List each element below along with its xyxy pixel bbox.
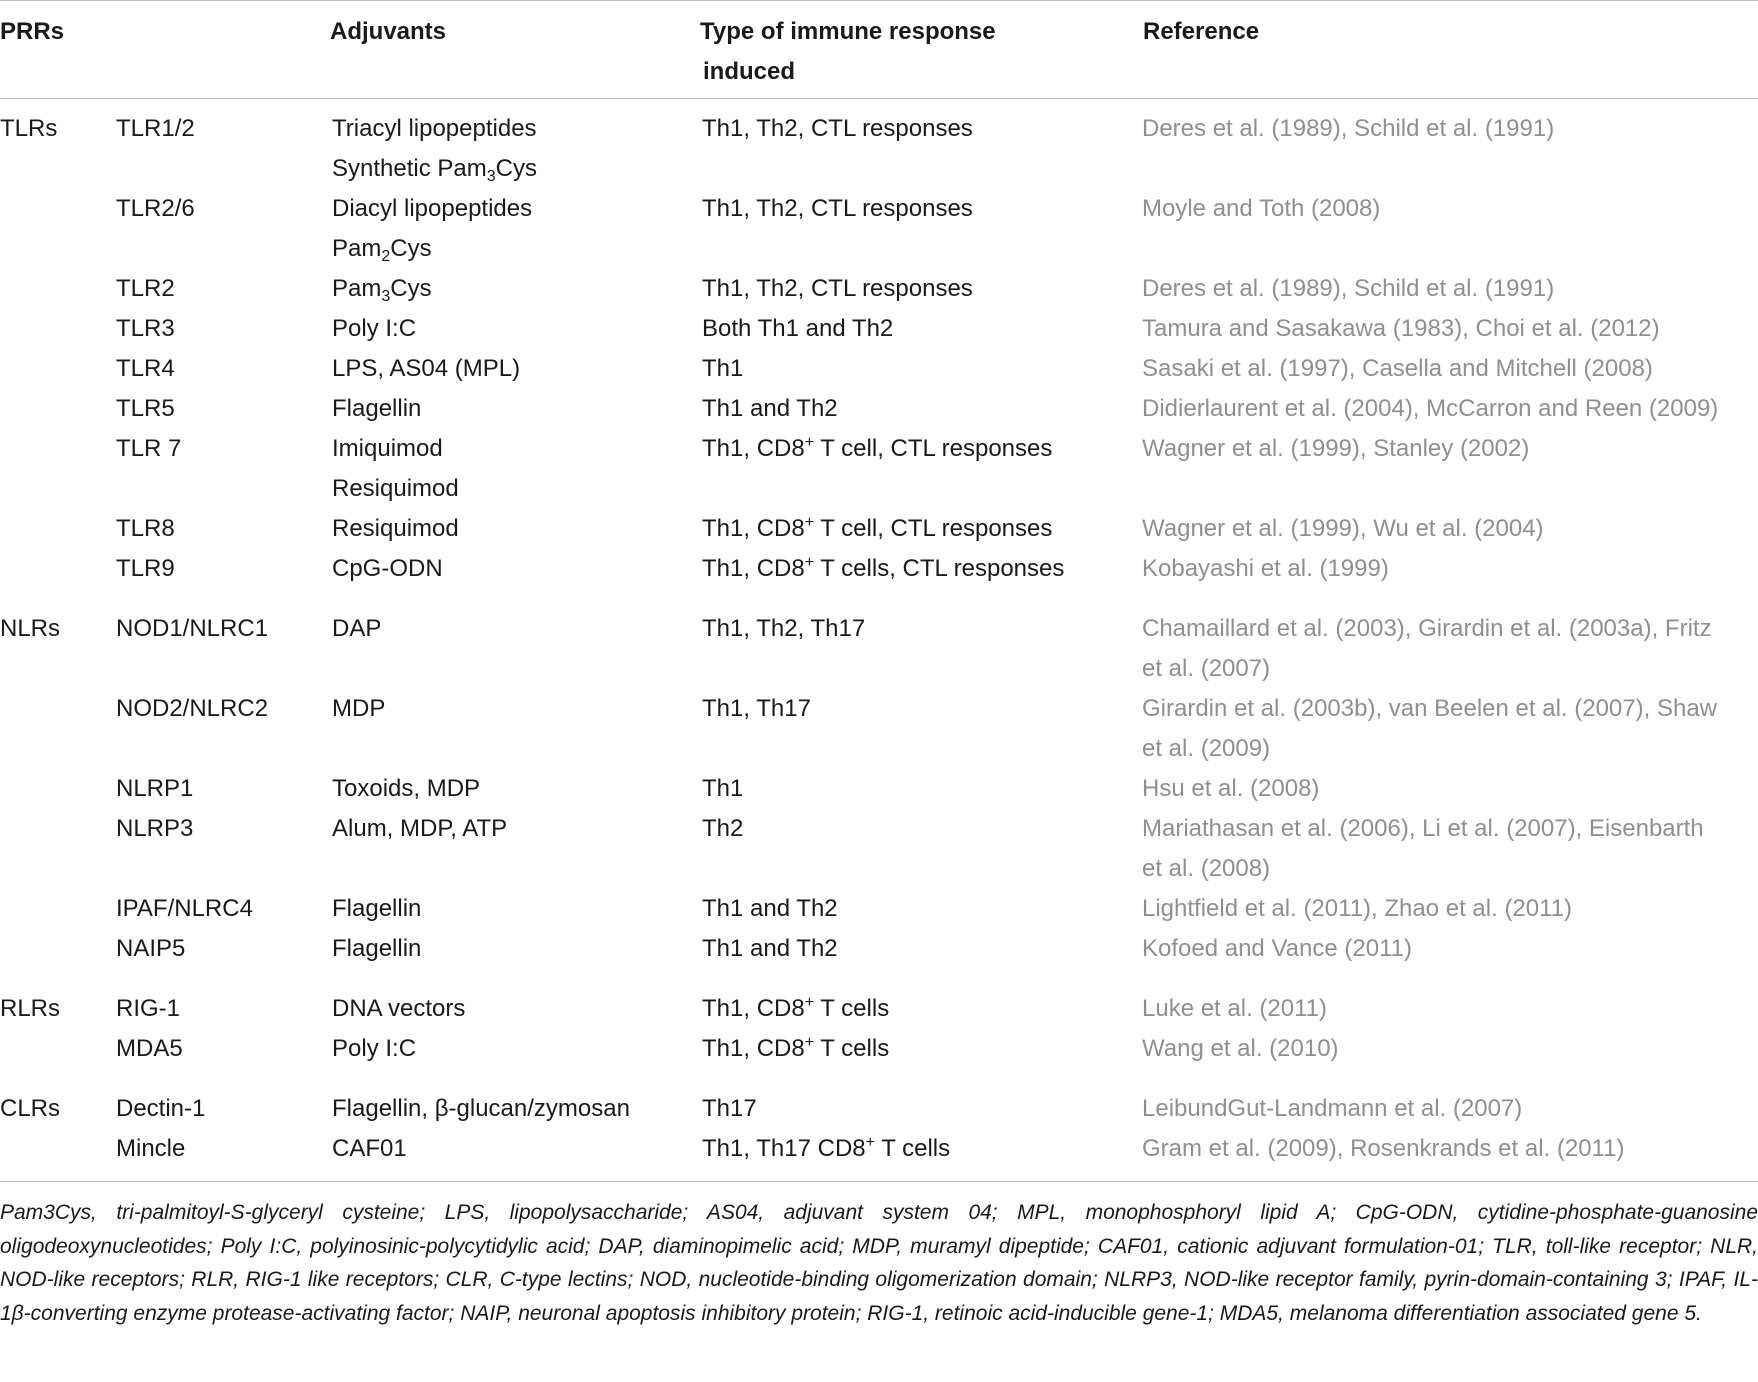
cell-adjuvant: Diacyl lipopeptides <box>332 195 533 222</box>
cell-reference[interactable]: Chamaillard et al. (2003), Girardin et al. (2003a), Fritz <box>1142 615 1712 642</box>
cell-prr: TLR9 <box>116 555 175 582</box>
cell-reference[interactable]: LeibundGut-Landmann et al. (2007) <box>1142 1095 1523 1122</box>
cell-adjuvant: DNA vectors <box>332 995 466 1022</box>
cell-adjuvant: Poly I:C <box>332 1035 417 1062</box>
cell-prr: Mincle <box>116 1135 186 1162</box>
cell-reference[interactable]: Wang et al. (2010) <box>1142 1035 1339 1062</box>
cell-adjuvant: DAP <box>332 615 382 642</box>
cell-reference[interactable]: Mariathasan et al. (2006), Li et al. (2007), Eisenbarth <box>1142 815 1704 842</box>
cell-group: CLRs <box>0 1095 61 1122</box>
bottom-rule <box>0 1181 1758 1182</box>
cell-reference[interactable]: Moyle and Toth (2008) <box>1142 195 1381 222</box>
cell-reference[interactable]: Tamura and Sasakawa (1983), Choi et al. (2012) <box>1142 315 1660 342</box>
cell-prr: RIG-1 <box>116 995 181 1022</box>
cell-prr: NLRP1 <box>116 775 194 802</box>
header-adjuvants: Adjuvants <box>330 18 447 45</box>
cell-reference[interactable]: Wagner et al. (1999), Wu et al. (2004) <box>1142 515 1544 542</box>
cell-adjuvant: Synthetic Pam$_3$Cys <box>332 155 537 185</box>
cell-reference[interactable]: Hsu et al. (2008) <box>1142 775 1320 802</box>
cell-type: Th1, CD8+ T cells <box>702 1034 890 1062</box>
cell-group: TLRs <box>0 115 58 142</box>
cell-type: Th1, CD8+ T cells <box>702 994 890 1022</box>
cell-prr: TLR8 <box>116 515 175 542</box>
cell-reference[interactable]: Didierlaurent et al. (2004), McCarron and Reen (2009) <box>1142 395 1719 422</box>
cell-adjuvant: Resiquimod <box>332 515 459 542</box>
cell-reference[interactable]: et al. (2008) <box>1142 855 1271 882</box>
cell-prr: NOD2/NLRC2 <box>116 695 269 722</box>
cell-type: Th2 <box>702 815 744 842</box>
cell-adjuvant: Pam$_3$Cys <box>332 275 432 305</box>
cell-reference[interactable]: et al. (2007) <box>1142 655 1271 682</box>
cell-prr: NOD1/NLRC1 <box>116 615 269 642</box>
cell-adjuvant: Resiquimod <box>332 475 459 502</box>
cell-prr: TLR1/2 <box>116 115 195 142</box>
cell-reference[interactable]: Deres et al. (1989), Schild et al. (1991) <box>1142 115 1555 142</box>
cell-prr: TLR2 <box>116 275 175 302</box>
cell-adjuvant: Flagellin <box>332 395 422 422</box>
header-reference: Reference <box>1143 18 1260 45</box>
cell-adjuvant: LPS, AS04 (MPL) <box>332 355 521 382</box>
cell-type: Th1, Th17 <box>702 695 811 722</box>
cell-type: Th1, Th2, Th17 <box>702 615 866 642</box>
cell-prr: TLR2/6 <box>116 195 195 222</box>
cell-prr: Dectin-1 <box>116 1095 206 1122</box>
cell-prr: TLR3 <box>116 315 175 342</box>
cell-adjuvant: Alum, MDP, ATP <box>332 815 508 842</box>
cell-adjuvant: Flagellin, β-glucan/zymosan <box>332 1095 630 1122</box>
cell-reference[interactable]: Gram et al. (2009), Rosenkrands et al. (2011) <box>1142 1135 1625 1162</box>
header-prrs: PRRs <box>0 18 65 45</box>
cell-adjuvant: MDP <box>332 695 386 722</box>
header-type-line2: induced <box>703 58 796 85</box>
cell-group: NLRs <box>0 615 61 642</box>
cell-prr: NAIP5 <box>116 935 186 962</box>
cell-type: Th1 and Th2 <box>702 895 838 922</box>
cell-adjuvant: CAF01 <box>332 1135 407 1162</box>
cell-type: Th1, CD8+ T cells, CTL responses <box>702 554 1065 582</box>
cell-prr: TLR 7 <box>116 435 182 462</box>
cell-type: Th1 <box>702 775 744 802</box>
cell-type: Both Th1 and Th2 <box>702 315 894 342</box>
cell-adjuvant: Poly I:C <box>332 315 417 342</box>
top-rule <box>0 0 1758 1</box>
cell-adjuvant: Pam$_2$Cys <box>332 235 432 265</box>
cell-reference[interactable]: Wagner et al. (1999), Stanley (2002) <box>1142 435 1530 462</box>
cell-adjuvant: Triacyl lipopeptides <box>332 115 537 142</box>
cell-reference[interactable]: Sasaki et al. (1997), Casella and Mitchell (2008) <box>1142 355 1653 382</box>
cell-reference[interactable]: Deres et al. (1989), Schild et al. (1991) <box>1142 275 1555 302</box>
cell-type: Th1, Th2, CTL responses <box>702 115 973 142</box>
cell-type: Th1 <box>702 355 744 382</box>
cell-adjuvant: Imiquimod <box>332 435 443 462</box>
cell-adjuvant: CpG-ODN <box>332 555 443 582</box>
cell-reference[interactable]: Kofoed and Vance (2011) <box>1142 935 1412 962</box>
cell-type: Th1, CD8+ T cell, CTL responses <box>702 514 1053 542</box>
cell-type: Th1, Th2, CTL responses <box>702 275 973 302</box>
cell-type: Th1 and Th2 <box>702 395 838 422</box>
cell-reference[interactable]: Lightfield et al. (2011), Zhao et al. (2011) <box>1142 895 1573 922</box>
header-type-line1: Type of immune response <box>700 18 996 45</box>
cell-type: Th17 <box>702 1095 757 1122</box>
cell-reference[interactable]: Kobayashi et al. (1999) <box>1142 555 1389 582</box>
cell-prr: NLRP3 <box>116 815 194 842</box>
header-rule <box>0 98 1758 99</box>
cell-type: Th1, Th2, CTL responses <box>702 195 973 222</box>
cell-type: Th1, CD8+ T cell, CTL responses <box>702 434 1053 462</box>
cell-adjuvant: Flagellin <box>332 935 422 962</box>
cell-reference[interactable]: et al. (2009) <box>1142 735 1271 762</box>
cell-adjuvant: Toxoids, MDP <box>332 775 481 802</box>
cell-prr: TLR4 <box>116 355 175 382</box>
cell-prr: MDA5 <box>116 1035 183 1062</box>
cell-adjuvant: Flagellin <box>332 895 422 922</box>
cell-group: RLRs <box>0 995 61 1022</box>
cell-prr: TLR5 <box>116 395 175 422</box>
cell-type: Th1, Th17 CD8+ T cells <box>702 1134 951 1162</box>
cell-reference[interactable]: Luke et al. (2011) <box>1142 995 1328 1022</box>
cell-type: Th1 and Th2 <box>702 935 838 962</box>
table-footnote: Pam3Cys, tri-palmitoyl-S-glyceryl cysteine; LPS, lipopolysaccharide; AS04, adjuvant system 04; MPL, monophosphoryl lipid A; CpG-ODN, cytidine-phosphate-guanosine oligodeoxynucleotides; Poly I:C, polyinosinic-polycytidylic acid; DAP, diaminopimelic acid; MDP, muramyl dipeptide; CAF01, cationic adjuvant formulation-01; TLR, toll-like receptor; NLR, NOD-like receptors; RLR, RIG-1 like receptors; CLR, C-type lectins; NOD, nucleotide-binding oligomerization domain; NLRP3, NOD-like receptor family, pyrin-domain-containing 3; IPAF, IL-1β-converting enzyme protease-activating factor; NAIP, neuronal apoptosis inhibitory protein; RIG-1, retinoic acid-inducible gene-1; MDA5, melanoma differentiation associated gene 5. <box>0 1201 1758 1325</box>
cell-reference[interactable]: Girardin et al. (2003b), van Beelen et al. (2007), Shaw <box>1142 695 1717 722</box>
cell-prr: IPAF/NLRC4 <box>116 895 253 922</box>
